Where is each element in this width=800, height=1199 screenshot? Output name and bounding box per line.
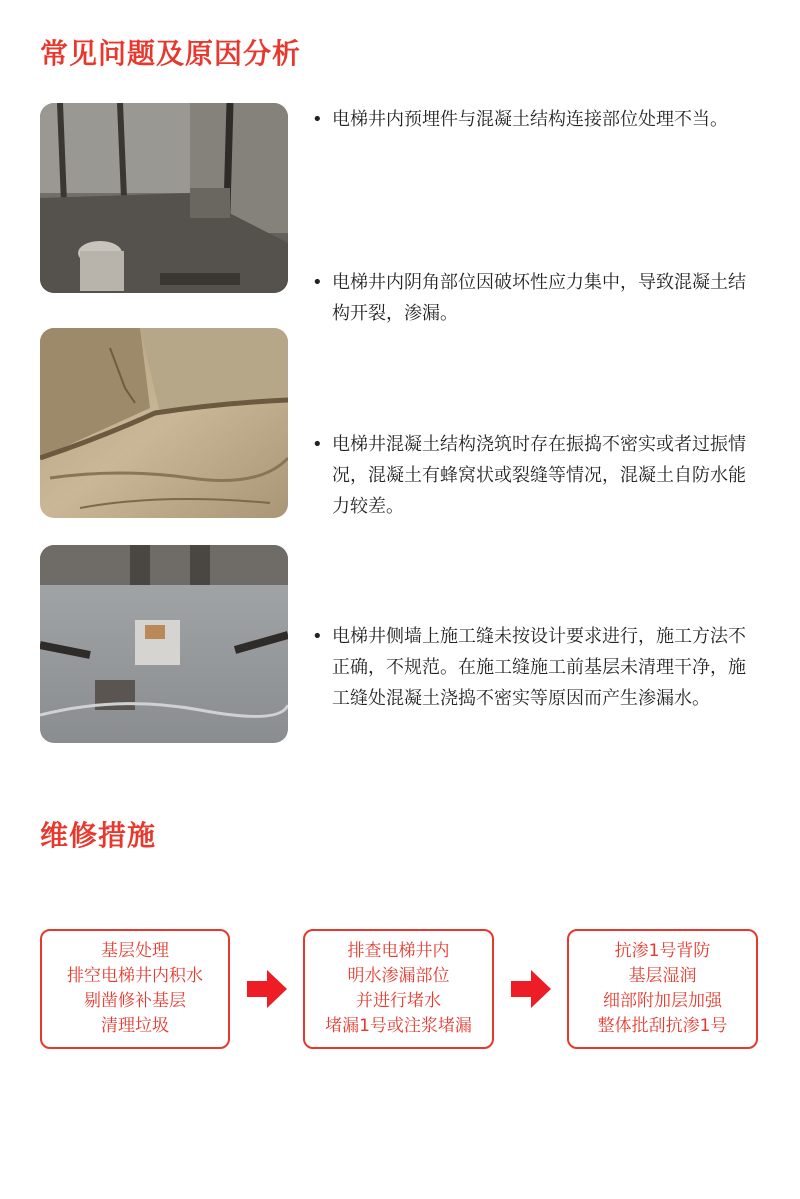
problem-text: 电梯井内预埋件与混凝土结构连接部位处理不当。: [332, 109, 728, 130]
step-line: 剔凿修补基层: [84, 991, 186, 1011]
section-title-problems: 常见问题及原因分析: [40, 37, 302, 70]
step-line: 细部附加层加强: [603, 991, 722, 1011]
repair-step-2: [303, 929, 494, 1049]
step-line: 基层处理: [101, 941, 169, 961]
step-line: 抗渗1号背防: [614, 941, 711, 961]
step-line: 排查电梯井内: [347, 941, 450, 961]
problem-item-4: [312, 621, 752, 714]
problem-text: 电梯井混凝土结构浇筑时存在振捣不密实或者过振情况，混凝土有蜂窝状或裂缝等情况，混凝土自防水能力较差。: [332, 434, 746, 517]
step-line: 并进行堵水: [356, 991, 441, 1011]
section-title-repair: 维修措施: [40, 819, 157, 852]
repair-step-3: [567, 929, 758, 1049]
right-arrow-icon: [511, 970, 551, 1008]
right-arrow-icon: [247, 970, 287, 1008]
step-line: 堵漏1号或注浆堵漏: [325, 1016, 472, 1036]
elevator-shaft-photo-1: [40, 103, 288, 293]
problem-text: 电梯井内阴角部位因破坏性应力集中，导致混凝土结构开裂，渗漏。: [332, 272, 746, 324]
bullet-dot: •: [312, 272, 323, 293]
step-line: 清理垃圾: [101, 1016, 169, 1036]
concrete-corner-photo: [40, 328, 288, 518]
step-line: 基层湿润: [628, 966, 697, 986]
step-line: 明水渗漏部位: [347, 966, 450, 986]
problem-item-1: [312, 104, 752, 135]
step-line: 排空电梯井内积水: [67, 966, 203, 986]
bullet-dot: •: [312, 109, 323, 130]
repair-step-1: [40, 929, 230, 1049]
problem-text: 电梯井侧墙上施工缝未按设计要求进行，施工方法不正确，不规范。在施工缝施工前基层未清理干净，施工缝处混凝土浇捣不密实等原因而产生渗漏水。: [332, 626, 746, 709]
problem-item-3: [312, 429, 752, 522]
elevator-pit-photo: [40, 545, 288, 743]
step-line: 整体批刮抗渗1号: [597, 1016, 728, 1036]
bullet-dot: •: [312, 434, 323, 455]
bullet-dot: •: [312, 626, 323, 647]
problem-item-2: [312, 267, 752, 329]
